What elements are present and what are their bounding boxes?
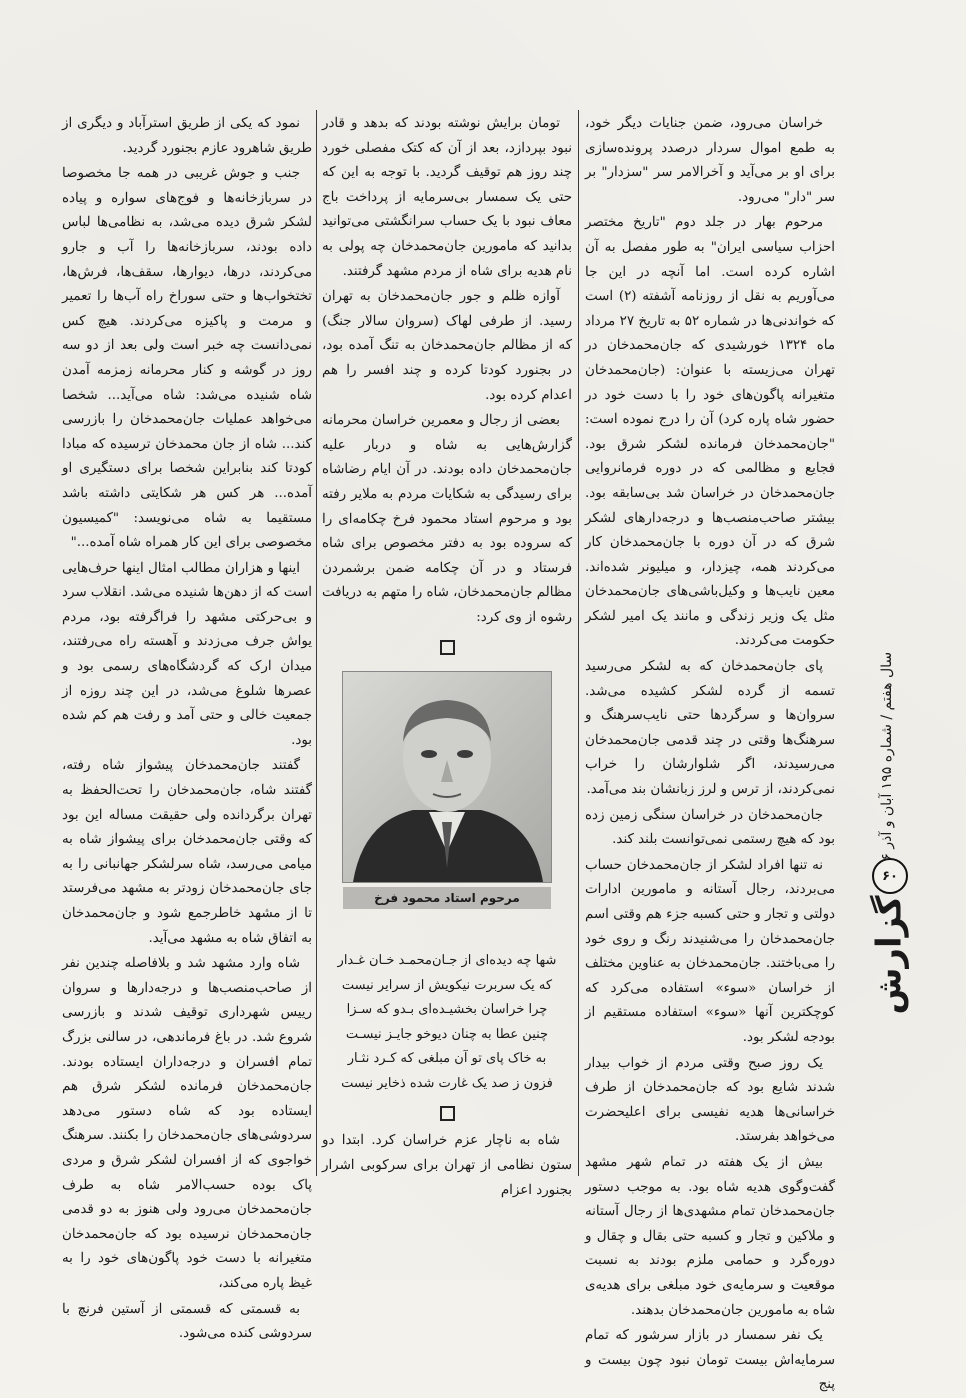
paragraph: گفتند جان‌محمدخان پیشواز شاه رفته، گفتند شاه، جان‌محمدخان را تحت‌الحفظ به تهران برگردانده ولی حقیقت مساله این بود که وقتی جان‌محمدخان برای پیشواز شاه به میامی می‌رسد، شاه سرلشکر جهانبانی را به جای جان‌محمدخان زودتر به مشهد می‌فرستد تا از مشهد خاطرجمع شود و جان‌محمدخان به اتفاق شاه به مشهد می‌آید. bbox=[62, 758, 312, 946]
paragraph: پای جان‌محمدخان که به لشکر می‌رسید تسمه از گرده لشکر کشیده می‌شد. سروان‌ها و سرگردها حتی نایب‌سرهنگ و سرهنگ‌ها وقتی در چند قدمی جان‌محمدخان می‌رسیدند، اگر شلوارشان را خراب نمی‌کردند، از ترس و لرز زبانشان بند می‌آمد. bbox=[585, 659, 835, 798]
paragraph: تومان برایش نوشته بودند که بدهد و قادر نبود بپردازد، بعد از آن که کتک مفصلی خورد چند روز هم توقیف گردید. با توجه به این که حتی یک سمسار بی‌سرمایه از پرداخت باج معاف نبود با یک حساب سرانگشتی می‌توانید بدانید که مامورین جان‌محمدخان چه پولی به نام هدیه برای شاه از مردم مشهد گرفتند. bbox=[322, 116, 572, 279]
magazine-brand bbox=[860, 895, 920, 1015]
column-middle bbox=[322, 112, 572, 1198]
photo-caption: مرحوم استاد محمود فرخ bbox=[343, 887, 551, 909]
paragraph: جنب و جوش غریبی در همه جا مخصوصا در سربازخانه‌ها و فوج‌های سواره و پیاده لشکر شرق دیده می‌شد، به نظامی‌ها لباس داده بودند، سربازخانه‌ها را آب و جارو می‌کردند، درها، دیوارها، سقف‌ها، فرش‌ها، تختخواب‌ها و حتی سوراخ راه آب‌ها را تعمیر و مرمت و پاکیزه می‌کردند. هیچ کس نمی‌دانست چه خبر است ولی بعد از دو سه روز در گوشه و کنار محرمانه زمزمه آمدن شاه شنیده می‌شد: شاه می‌آید... شخصا می‌خواهد عملیات جان‌محمدخان را بازرسی کند... شاه از جان محمدخان ترسیده که مبادا کودتا کند بنابراین شخصا برای دستگیری او آمده... هر کس هر شکایتی داشته باشد مستقیما به شاه می‌نویسد: "کمیسیون مخصوصی برای این کار همراه شاه آمده..." bbox=[62, 166, 312, 551]
paragraph: یک نفر سمسار در بازار سرشور که تمام سرمایه‌اش بیست تومان نبود چون بیست و پنج bbox=[585, 1328, 835, 1393]
paragraph: جان‌محمدخان در خراسان سنگی زمین زده بود که هیچ رستمی نمی‌توانست بلند کند. bbox=[585, 807, 835, 848]
paragraph: بعضی از رجال و معمرین خراسان محرمانه گزارش‌هایی به شاه و دربار علیه جان‌محمدخان داده بودند. در آن ایام رضاشاه برای رسیدگی به شکایات مردم به ملایر رفته بود و مرحوم استاد محمود فرخ چکامه‌ای را که سروده بود به دفتر مخصوص برای شاه فرستاد و در آن چکامه ضمن برشمردن مظالم جان‌محمدخان، شاه را متهم به دریافت رشوه از وی کرد: bbox=[322, 413, 572, 625]
paragraph: شاه وارد مشهد شد و بلافاصله چندین نفر از صاحب‌منصب‌ها و درجه‌دارها و سروان رییس شهرداری توقیف شدند و بازرسی شروع شد. در باغ فرماندهی، در سالنی بزرگ تمام افسران و درجه‌داران ایستاده بودند. جان‌محمدخان فرمانده لشکر شرق هم ایستاده بود که شاه دستور می‌دهد سردوشی‌های جان‌محمدخان را بکنند. سرهنگ خواجوی که از افسران لشکر شرق و مردی پاک بوده حسب‌الامر شاه به طرف جان‌محمدخان می‌رود ولی هنوز به دو قدمی جان‌محمدخان نرسیده بود که جان‌محمدخان متغیرانه با دست خود پاگون‌های خود را به غیظ پاره می‌کند، bbox=[62, 956, 312, 1291]
paragraph: شاه به ناچار عزم خراسان کرد. ابتدا دو ستون نظامی از تهران برای سرکوبی اشرار بجنورد اعزام bbox=[322, 1133, 572, 1198]
column-left bbox=[62, 112, 312, 1342]
poem-line: چرا خراسان بخشیـده‌ای بـدو که سـزا bbox=[346, 1002, 548, 1018]
section-box-icon bbox=[440, 1106, 455, 1121]
column-divider bbox=[316, 110, 317, 1176]
paragraph: مرحوم بهار در جلد دوم "تاریخ مختصر احزاب سیاسی ایران" به طور مفصل به آن اشاره کرده است. اما آنچه در این جا می‌آوریم به نقل از روزنامه آشفته (۲) است که خواندنی‌ها در شماره ۵۲ به تاریخ ۲۷ مرداد ماه ۱۳۲۴ خورشیدی که جان‌محمدخان در تهران می‌زیسته با عنوان: (جان‌محمدخان متغیرانه پاگون‌های خود را با دست خود در حضور شاه پاره کرد) آن را درج نموده است: "جان‌محمدخان فرمانده لشکر شرق بود. فجایع و مظالمی که در دوره فرمانروایی جان‌محمدخان در خراسان شد بی‌سابقه بود. بیشتر صاحب‌منصب‌ها و درجه‌دارهای لشکر شرق که در آن دوره با جان‌محمدخان کار می‌کردند همه، چیزدار، و میلیونر شده‌اند. معین نایب‌ها و وکیل‌باشی‌های جان‌محمدخان مثل یک وزیر زندگی و مانند یک امیر لشکر حکومت می‌کردند. bbox=[585, 215, 835, 649]
issue-line: سال هفتم / شماره ۱۹۵ آبان و آذر bbox=[879, 651, 895, 849]
poem-line: به خاک پای تو آن مبلغی که کـرد نثـار bbox=[347, 1051, 547, 1067]
paragraph: بیش از یک هفته در تمام شهر مشهد گفت‌وگوی هدیه شاه بود. به موجب دستور جان‌محمدخان تمام مشهدی‌ها از رجال آستانه و ملاکین و تجار و کسبه حتی بقال و چقال و دوره‌گرد و حمامی ملزم بودند به نسبت موقعیت و سرمایه‌ی خود مبلغی برای هدیه‌ی شاه به مامورین جان‌محمدخان بدهند. bbox=[585, 1154, 835, 1318]
paragraph: به قسمتی که قسمتی از آستین فرنچ با سردوشی کنده می‌شود. bbox=[62, 1301, 312, 1342]
poem-line: شها چه دیده‌ای از جـان‌محمـد خـان غـدار bbox=[337, 953, 557, 969]
column-right bbox=[585, 112, 835, 1393]
paragraph: خراسان می‌رود، ضمن جنایات دیگر خود، به طمع اموال سردار درصدد پرونده‌سازی برای او بر می‌آید و آخرالامر سر "سزدار" بر سر "دار" می‌رود. bbox=[585, 116, 835, 205]
portrait-image bbox=[343, 672, 551, 882]
paragraph: نه تنها افراد لشکر از جان‌محمدخان حساب می‌بردند، رجال آستانه و مامورین ادارات دولتی و تجار و حتی کسبه جزء هم وقتی اسم جان‌محمدخان را می‌شنیدند رنگ و روی خود را می‌باختند. جان‌محمدخان به عناوین مختلف از خراسان «سوء» استفاده می‌کرد که کوچکترین آنها «سوء» استفاده مستقیم از بودجه لشکر بود. bbox=[585, 857, 835, 1045]
portrait-photo bbox=[342, 671, 552, 883]
paragraph: آوازه ظلم و جور جان‌محمدخان به تهران رسید. از طرفی لهاک (سروان سالار جنگ) که از مظالم جان‌محمدخان به تنگ آمده بود، در بجنورد کودتا کرده و چند افسر را هم اعدام کرده بود. bbox=[322, 289, 572, 403]
section-box-icon bbox=[440, 640, 455, 655]
paragraph: اینها و هزاران مطالب امثال اینها حرف‌هایی است که از دهن‌ها شنیده می‌شد. انقلاب سرد و بی‌حرکتی مشهد را فراگرفته بود، مردم یواش جرف می‌زدند و آهسته راه می‌رفتند، میدان ارک که گردشگاه‌های رسمی بود و عصرها شلوغ می‌شد، در این چند روزه از جمعیت خالی و حتی آمد و رفت هم کم شده بود. bbox=[62, 560, 312, 748]
poem-line: که یک سربرت نیکویش از سرایر نیست bbox=[341, 977, 553, 993]
brand-logo: گزارش bbox=[870, 895, 911, 1015]
poem-line: چنین عطا به چنان دیوخو جایـز نیسـت bbox=[345, 1026, 549, 1042]
page-number: ۶۰ bbox=[882, 868, 898, 884]
paragraph: نمود که یکی از طریق استرآباد و دیگری از طریق شاهرود عازم بجنورد گردید. bbox=[62, 116, 312, 156]
column-divider bbox=[578, 110, 579, 1176]
page-number-badge bbox=[872, 858, 908, 894]
poem-line: فزون ز صد یک غارت شده ذخایر نیست bbox=[341, 1075, 553, 1091]
poem bbox=[322, 949, 572, 1096]
paragraph: یک روز صبح وقتی مردم از خواب بیدار شدند شایع بود که جان‌محمدخان از طرف خراسانی‌ها هدیه نفیسی برای اعلیحضرت می‌خواهد بفرستد. bbox=[585, 1055, 835, 1145]
